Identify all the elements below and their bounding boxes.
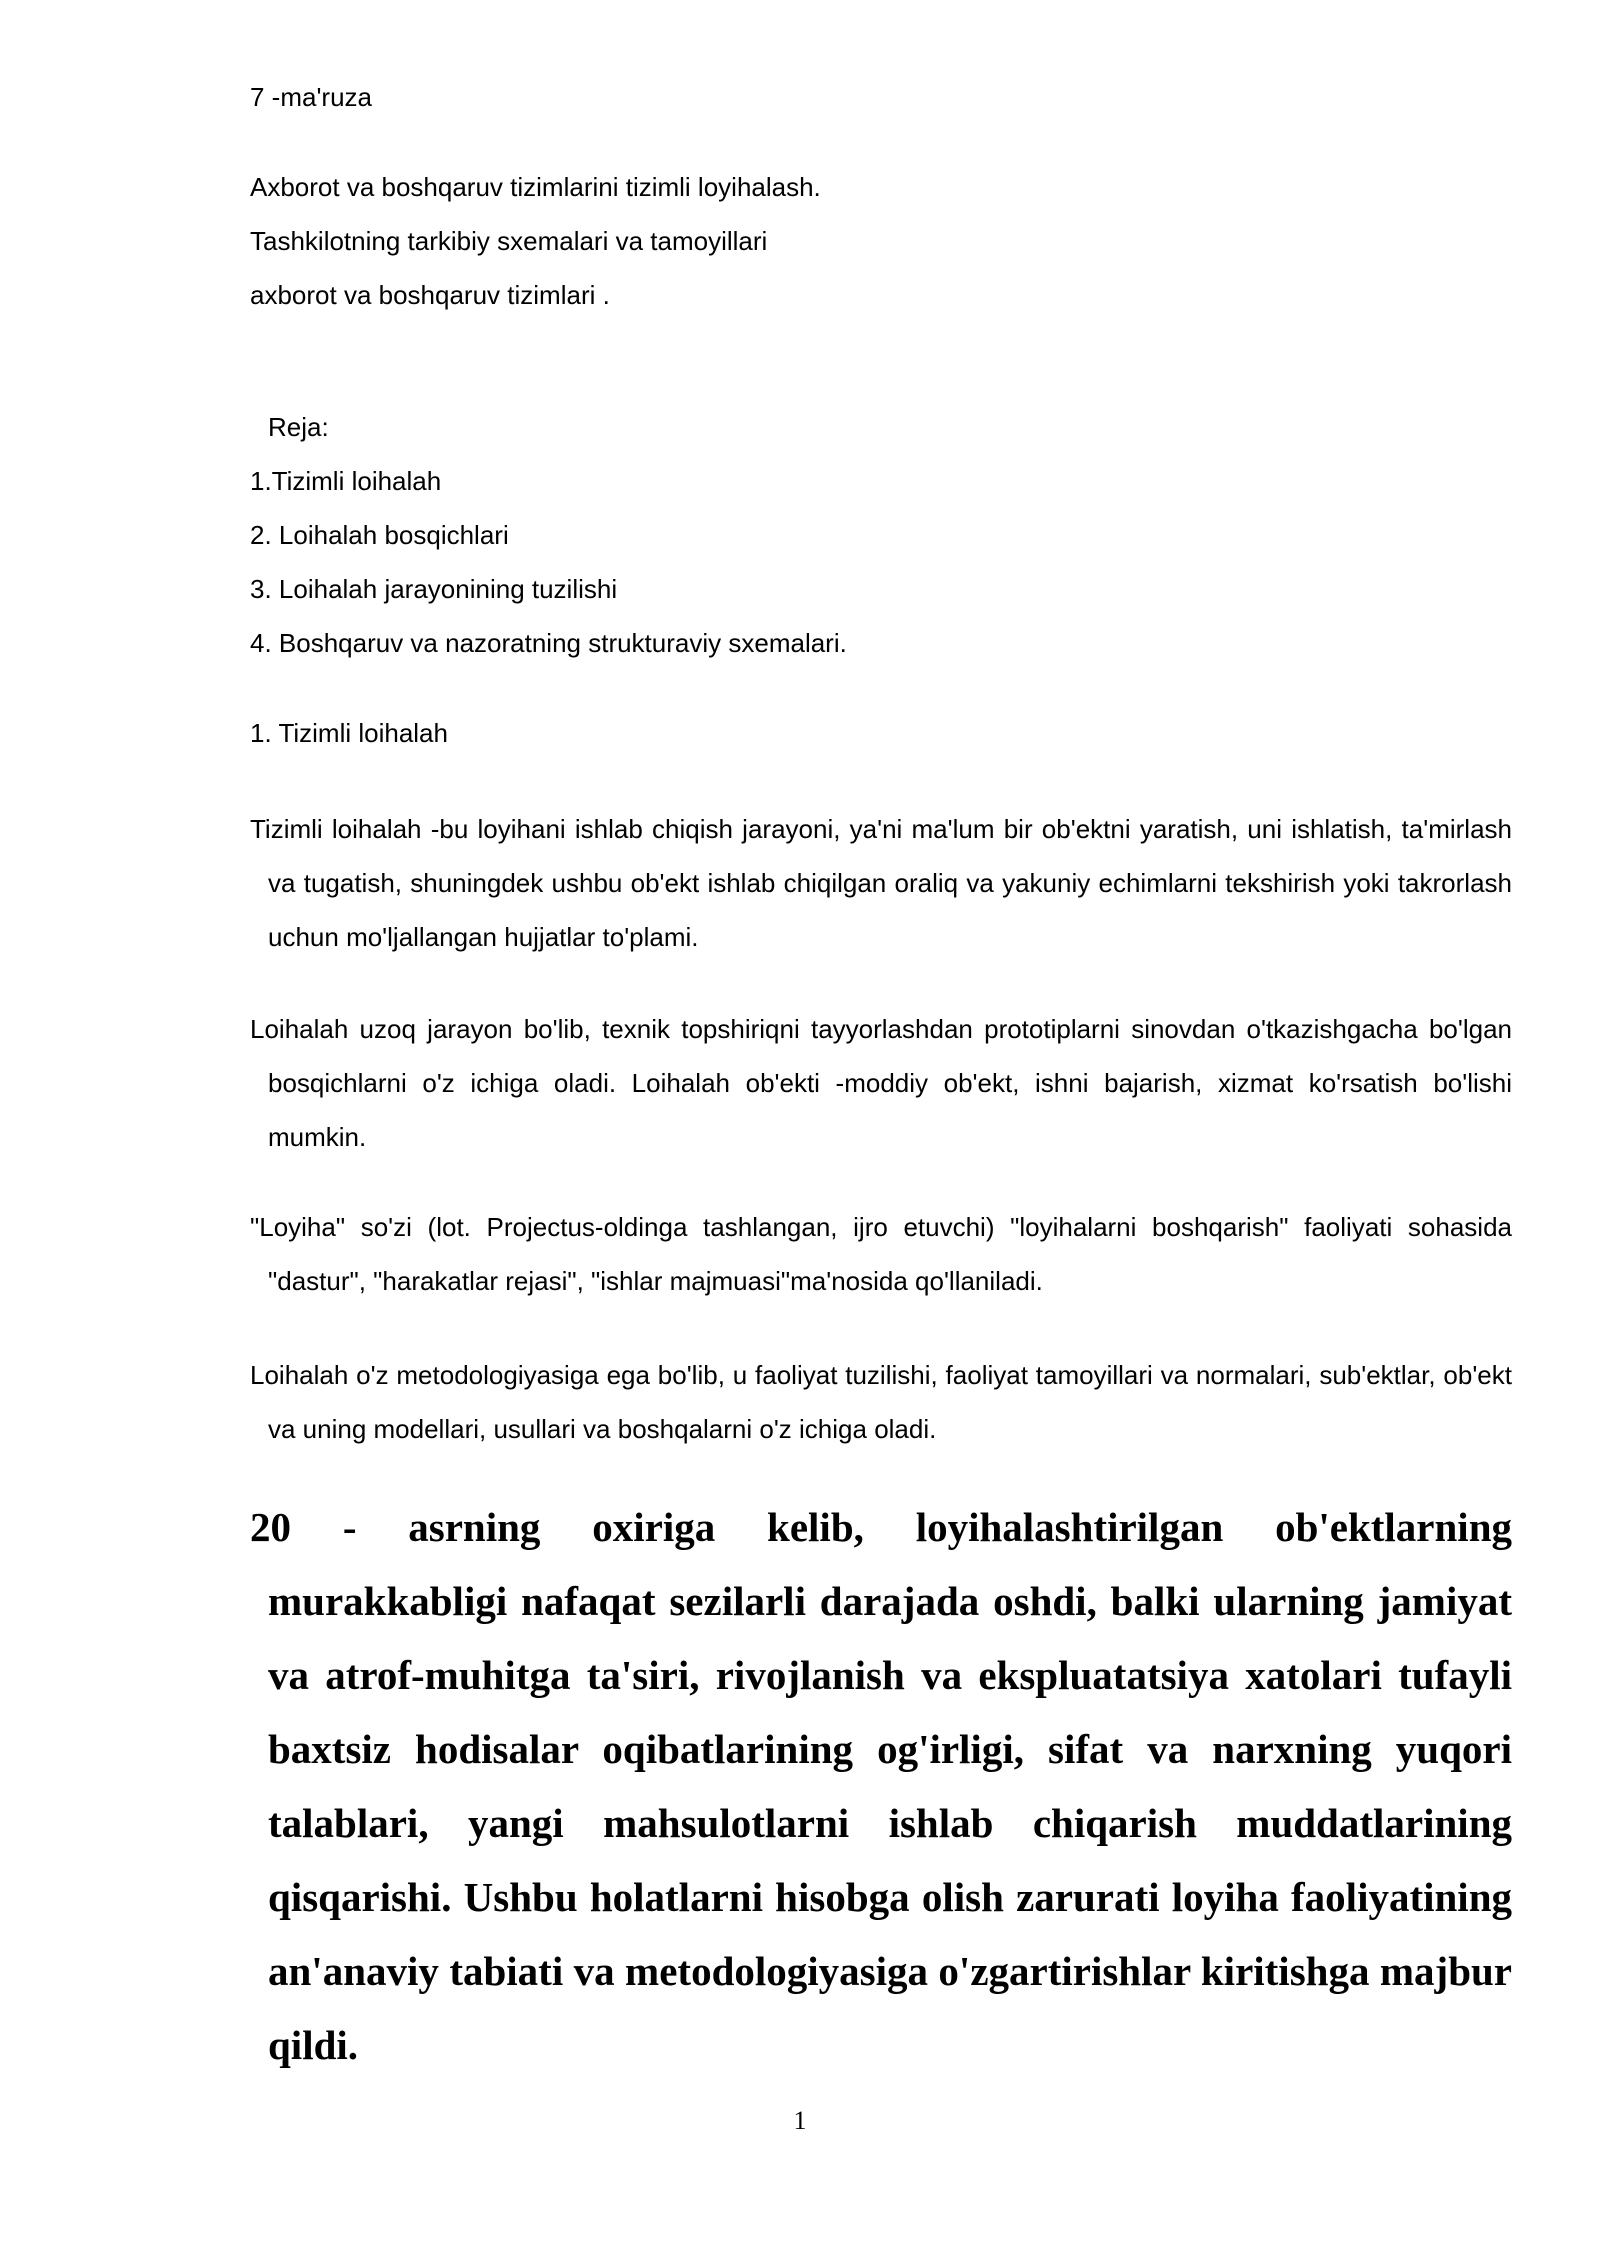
body-paragraph: Tizimli loihalah -bu loyihani ishlab chiqish jarayoni, ya'ni ma'lum bir ob'ektni yaratish, uni ishlatish, ta'mirlash va tugatish, shuningdek ushbu ob'ekt ishlab chiqilgan oraliq va yakuniy echimlarni tekshirish yoki takrorlash uchun mo'ljallangan hujjatlar to'plami. [250, 814, 1512, 952]
title-line: Tashkilotning tarkibiy sxemalari va tamoyillari [250, 226, 768, 256]
plan-heading: Reja: [268, 412, 329, 442]
plan-item: 1.Tizimli loihalah [250, 466, 442, 496]
lecture-number: 7 -ma'ruza [250, 82, 373, 112]
title-line: Axborot va boshqaruv tizimlarini tizimli loyihalash. [250, 172, 821, 202]
plan-section [250, 400, 847, 670]
plan-item: 3. Loihalah jarayonining tuzilishi [250, 574, 618, 604]
body-paragraph: Loihalah o'z metodologiyasiga ega bo'lib, u faoliyat tuzilishi, faoliyat tamoyillari va normalari, sub'ektlar, ob'ekt va uning modellari, usullari va boshqalarni o'z ichiga oladi. [250, 1360, 1512, 1444]
page-number: 1 [793, 2106, 807, 2135]
body-paragraph: "Loyiha" so'zi (lot. Projectus-oldinga tashlangan, ijro etuvchi) "loyihalarni boshqarish" faoliyati sohasida "dastur", "harakatlar rejasi", "ishlar majmuasi"ma'nosida qo'llaniladi. [250, 1212, 1512, 1296]
body-paragraph: Loihalah uzoq jarayon bo'lib, texnik topshiriqni tayyorlashdan prototiplarni sinovdan o'tkazishgacha bo'lgan bosqichlarni o'z ichiga oladi. Loihalah ob'ekti -moddiy ob'ekt, ishni bajarish, xizmat ko'rsatish bo'lishi mumkin. [250, 1014, 1512, 1152]
plan-item: 4. Boshqaruv va nazoratning strukturaviy sxemalari. [250, 628, 847, 658]
title-line: axborot va boshqaruv tizimlari . [250, 280, 610, 310]
bold-paragraph: 20 - asrning oxiriga kelib, loyihalashtirilgan ob'ektlarning murakkabligi nafaqat sezilarli darajada oshdi, balki ularning jamiyat va atrof-muhitga ta'siri, rivojlanish va ekspluatatsiya xatolari tufayli baxtsiz hodisalar oqibatlarining og'irligi, sifat va narxning yuqori talablari, yangi mahsulotlarni ishlab chiqarish muddatlarining qisqarishi. Ushbu holatlarni hisobga olish zarurati loyiha faoliyatining an'anaviy tabiati va metodologiyasiga o'zgartirishlar kiritishga majbur qildi. [250, 1504, 1512, 2068]
lecture-title [250, 160, 821, 322]
section-heading: 1. Tizimli loihalah [250, 718, 448, 748]
plan-item: 2. Loihalah bosqichlari [250, 520, 509, 550]
